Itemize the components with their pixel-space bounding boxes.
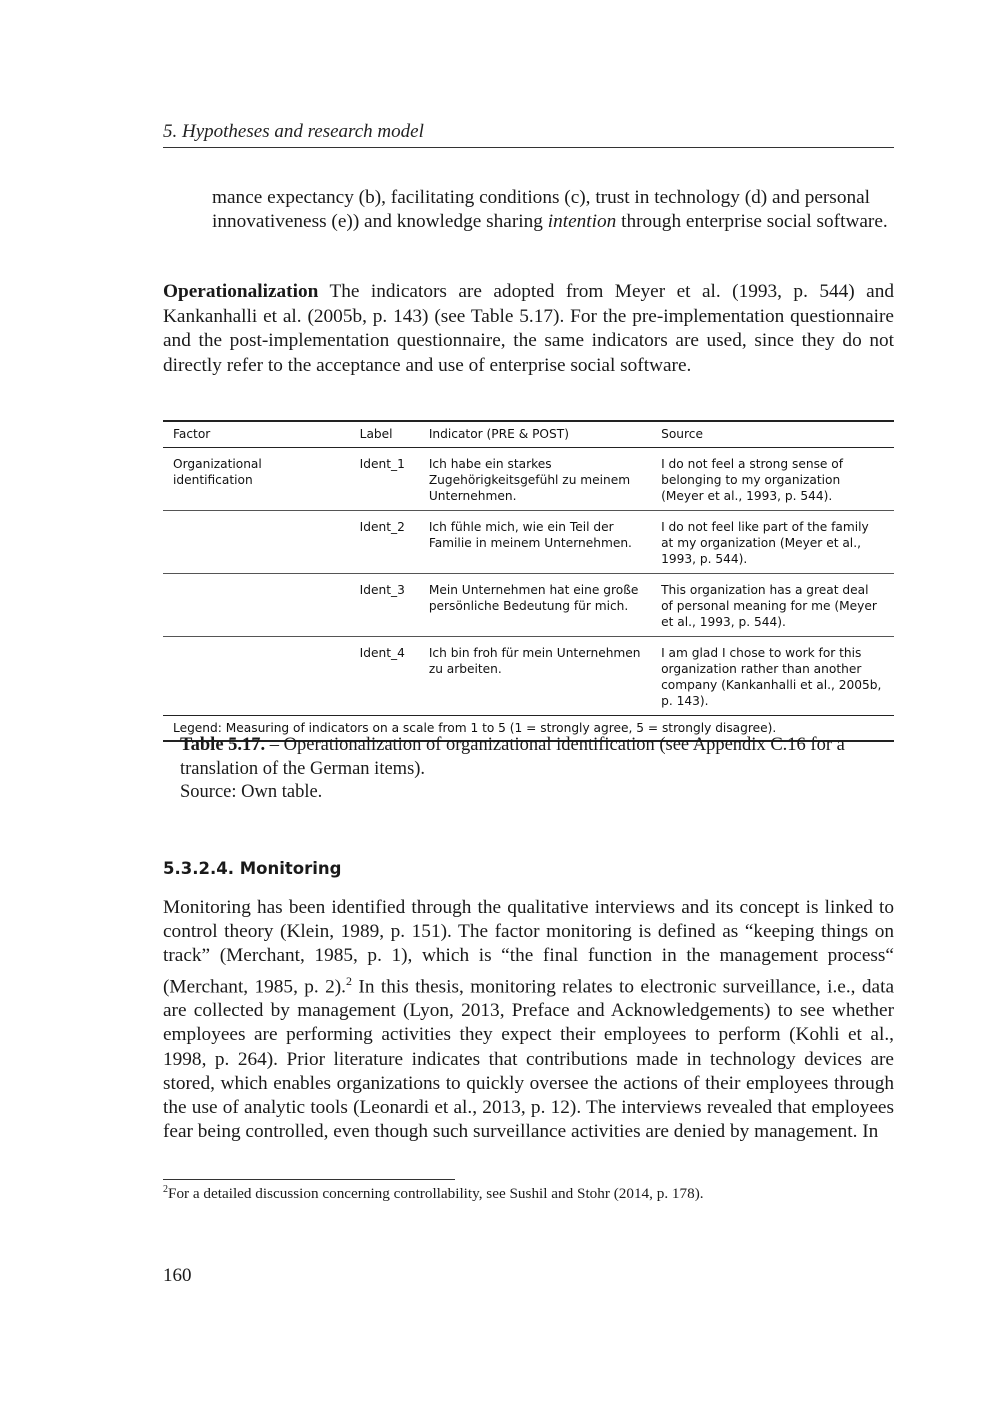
cell-source: I do not feel a strong sense of belonging to my organization (Meyer et al., 1993, p. 544). [651, 448, 894, 511]
footnote-mark: 2 [163, 1184, 168, 1195]
cell-indicator: Ich bin froh für mein Unternehmen zu arbeiten. [428, 646, 641, 676]
table-row [163, 448, 894, 511]
cell-source: I do not feel like part of the family at my organization (Meyer et al., 1993, p. 544). [651, 511, 894, 574]
operationalization-paragraph [163, 280, 894, 378]
header-factor: Factor [163, 421, 350, 448]
continued-text: mance expectancy (b), facilitating conditions (c), trust in technology (d) and personal innovativeness (e)) and knowledge sharing [212, 187, 871, 232]
cell-factor: Organizational identification [163, 448, 350, 511]
monitoring-text: Monitoring has been identified through the qualitative interviews and its concept is linked to control theory (Klein, 1989, p. 151). The factor monitoring is defined as “keeping things on track” (Merchant, 1985, p. 1), which is “the final function in the management process“ (Merchant, 1985, p. 2). [163, 897, 894, 998]
continued-paragraph [212, 186, 894, 234]
cell-source: This organization has a great deal of personal meaning for me (Meyer et al., 1993, p. 544). [651, 574, 894, 637]
cell-factor [163, 637, 350, 716]
cell-label: Ident_1 [350, 448, 419, 511]
footnote-text: For a detailed discussion concerning controllability, see Sushil and Stohr (2014, p. 178). [168, 1185, 704, 1203]
footnote [163, 1184, 894, 1203]
caption-text: – Operationalization of organizational identification (see Appendix C.16 for a translation of the German items). [180, 735, 845, 779]
cell-factor [163, 574, 350, 637]
cell-label: Ident_4 [359, 646, 405, 660]
table-header-row [163, 421, 894, 448]
cell-indicator: Mein Unternehmen hat eine große persönliche Bedeutung für mich. [419, 574, 651, 637]
cell-source: I am glad I chose to work for this organization rather than another company (Kankanhalli et al., 2005b, p. 143). [661, 646, 882, 708]
operationalization-lead: Operationalization [163, 281, 319, 302]
table-row [163, 637, 894, 716]
operationalization-table [163, 420, 894, 742]
running-header: 5. Hypotheses and research model [163, 121, 894, 148]
cell-label: Ident_2 [350, 511, 419, 574]
table-row [163, 574, 894, 637]
table-legend: Legend: Measuring of indicators on a scale from 1 to 5 (1 = strongly agree, 5 = strongly disagree). [163, 716, 894, 742]
section-heading: 5.3.2.4. Monitoring [163, 859, 342, 878]
header-label: Label [350, 421, 419, 448]
cell-label: Ident_3 [350, 574, 419, 637]
monitoring-text-continued: In this thesis, monitoring relates to electronic surveillance, i.e., data are collected by management (Lyon, 2013, Preface and Acknowledgements) to see whether employees are performing activities they expect their employees to perform (Kohli et al., 1998, p. 264). Prior literature indicates that contributions made in technology devices are stored, which enables organizations to quickly oversee the actions of their employees through the use of analytic tools (Leonardi et al., 2013, p. 12). The interviews revealed that employees fear being controlled, even though such surveillance activities are denied by management. In [163, 976, 895, 1143]
header-indicator: Indicator (PRE & POST) [419, 421, 651, 448]
footnote-divider [163, 1179, 455, 1180]
caption-number: Table 5.17. [180, 735, 266, 755]
continued-italic: intention [547, 211, 617, 232]
cell-factor [163, 511, 350, 574]
monitoring-paragraph [163, 896, 894, 1144]
cell-indicator: Ich habe ein starkes Zugehörigkeitsgefühl zu meinem Unternehmen. [419, 448, 651, 511]
page-number: 160 [163, 1265, 192, 1286]
table-caption [180, 734, 894, 805]
footnote-reference[interactable]: 2 [346, 973, 353, 988]
caption-source: Source: Own table. [180, 782, 323, 802]
header-source: Source [651, 421, 894, 448]
cell-indicator: Ich fühle mich, wie ein Teil der Familie in meinem Unternehmen. [419, 511, 651, 574]
operationalization-text: The indicators are adopted from Meyer et al. (1993, p. 544) and Kankanhalli et al. (2005b, p. 143) (see Table 5.17). For the pre-implementation questionnaire and the post-implementation questionnaire, the same indicators are used, since they do not directly refer to the acceptance and use of enterprise social software. [163, 281, 894, 376]
table-row [163, 511, 894, 574]
continued-text-end: through enterprise social software. [616, 211, 888, 232]
